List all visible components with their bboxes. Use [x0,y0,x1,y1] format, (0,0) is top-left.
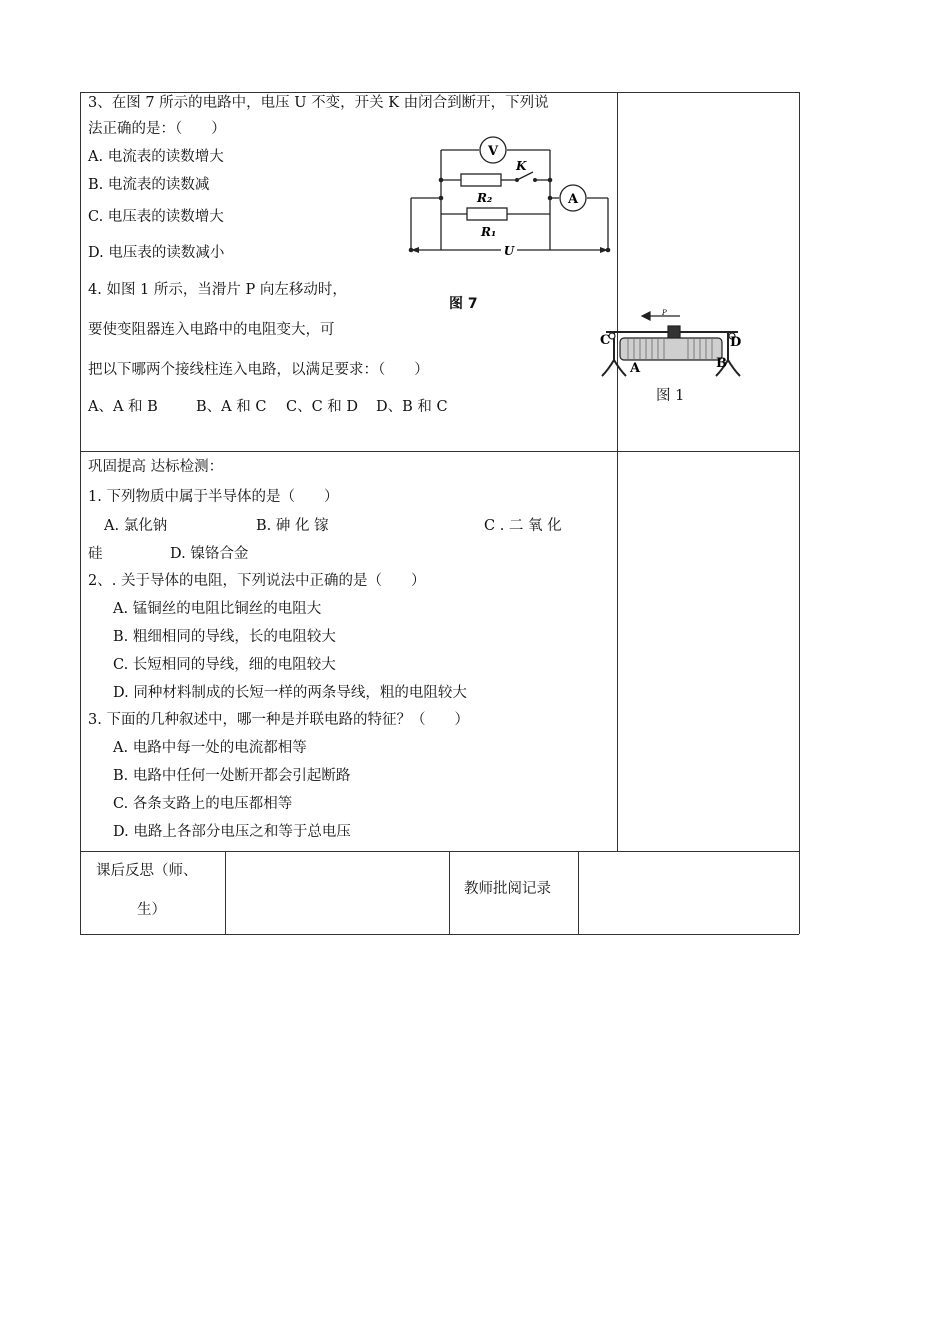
s2-q3-stem: 3. 下面的几种叙述中，哪一种是并联电路的特征？（ ） [88,712,469,728]
q4-option-b: B、A 和 C [196,399,267,415]
q4-option-c: C、C 和 D [286,399,359,415]
teacher-record-label: 教师批阅记录 [464,881,551,897]
figure7-circuit-diagram [405,132,617,264]
table-border-left [80,92,81,934]
table-border-right [799,92,800,934]
r2-label: R₂ [477,191,493,205]
s2-q1-option-d: D. 镍铬合金 [170,546,249,562]
table-border-top [80,92,799,93]
s2-q3-option-d: D. 电路上各部分电压之和等于总电压 [113,824,351,840]
s2-q3-option-a: A. 电路中每一处的电流都相等 [113,740,307,756]
q4-stem-line2: 要使变阻器连入电路中的电阻变大，可 [88,322,335,338]
q3-option-a: A. 电流表的读数增大 [88,149,224,165]
s2-q2-option-b: B. 粗细相同的导线，长的电阻较大 [113,629,336,645]
table-column-divider [617,92,618,851]
q4-stem-line3: 把以下哪两个接线柱连入电路，以满足要求：（ ） [88,362,429,378]
terminal-b-label: B [716,356,727,371]
s2-q3-option-b: B. 电路中任何一处断开都会引起断路 [113,768,351,784]
q4-option-a: A、A 和 B [88,399,158,415]
reflection-label-line2: 生） [137,902,166,918]
s2-q1-option-b: B. 砷 化 镓 [256,518,329,534]
s2-q2-option-a: A. 锰铜丝的电阻比铜丝的电阻大 [113,601,322,617]
s2-q1-stem: 1. 下列物质中属于半导体的是（ ） [88,489,339,505]
s2-q2-stem: 2、. 关于导体的电阻，下列说法中正确的是（ ） [88,573,426,589]
voltage-label: U [503,244,515,258]
ammeter-label: A [567,192,579,207]
s2-q1-option-c: C . 二 氧 化 [484,518,562,534]
q3-option-b: B. 电流表的读数减 [88,177,210,193]
q4-stem-line1: 4. 如图 1 所示，当滑片 P 向左移动时， [88,282,347,298]
teacher-record-area[interactable] [579,852,798,933]
q3-stem-line1: 3、在图 7 所示的电路中，电压 U 不变，开关 K 由闭合到断开，下列说 [88,95,549,111]
section2-heading: 巩固提高 达标检测： [88,459,224,475]
q3-option-d: D. 电压表的读数减小 [88,245,225,261]
s2-q3-option-c: C. 各条支路上的电压都相等 [113,796,293,812]
terminal-a-label: A [630,361,641,376]
terminal-c-label: C [600,333,611,348]
slider-p-label: P [662,309,667,317]
q4-option-d: D、B 和 C [376,399,448,415]
reflection-input-area[interactable] [226,852,448,933]
switch-label: K [516,159,527,173]
figure7-caption: 图 7 [449,296,478,312]
figure1-caption: 图 1 [656,388,685,404]
s2-q1-option-c-continued: 硅 [88,546,103,562]
terminal-d-label: D [730,335,742,350]
reflection-label-line1: 课后反思（师、 [96,863,198,879]
r1-label: R₁ [481,225,497,239]
q3-stem-line2: 法正确的是：（ ） [88,121,226,137]
figure1-rheostat-diagram [598,308,748,380]
s2-q2-option-c: C. 长短相同的导线，细的电阻较大 [113,657,336,673]
s2-q2-option-d: D. 同种材料制成的长短一样的两条导线，粗的电阻较大 [113,685,467,701]
s2-q1-option-a: A. 氯化钠 [104,518,168,534]
q3-option-c: C. 电压表的读数增大 [88,209,224,225]
table-row-divider-1 [80,451,799,452]
voltmeter-label: V [487,144,499,159]
table-border-bottom [80,934,799,935]
footer-divider-2 [449,851,450,934]
